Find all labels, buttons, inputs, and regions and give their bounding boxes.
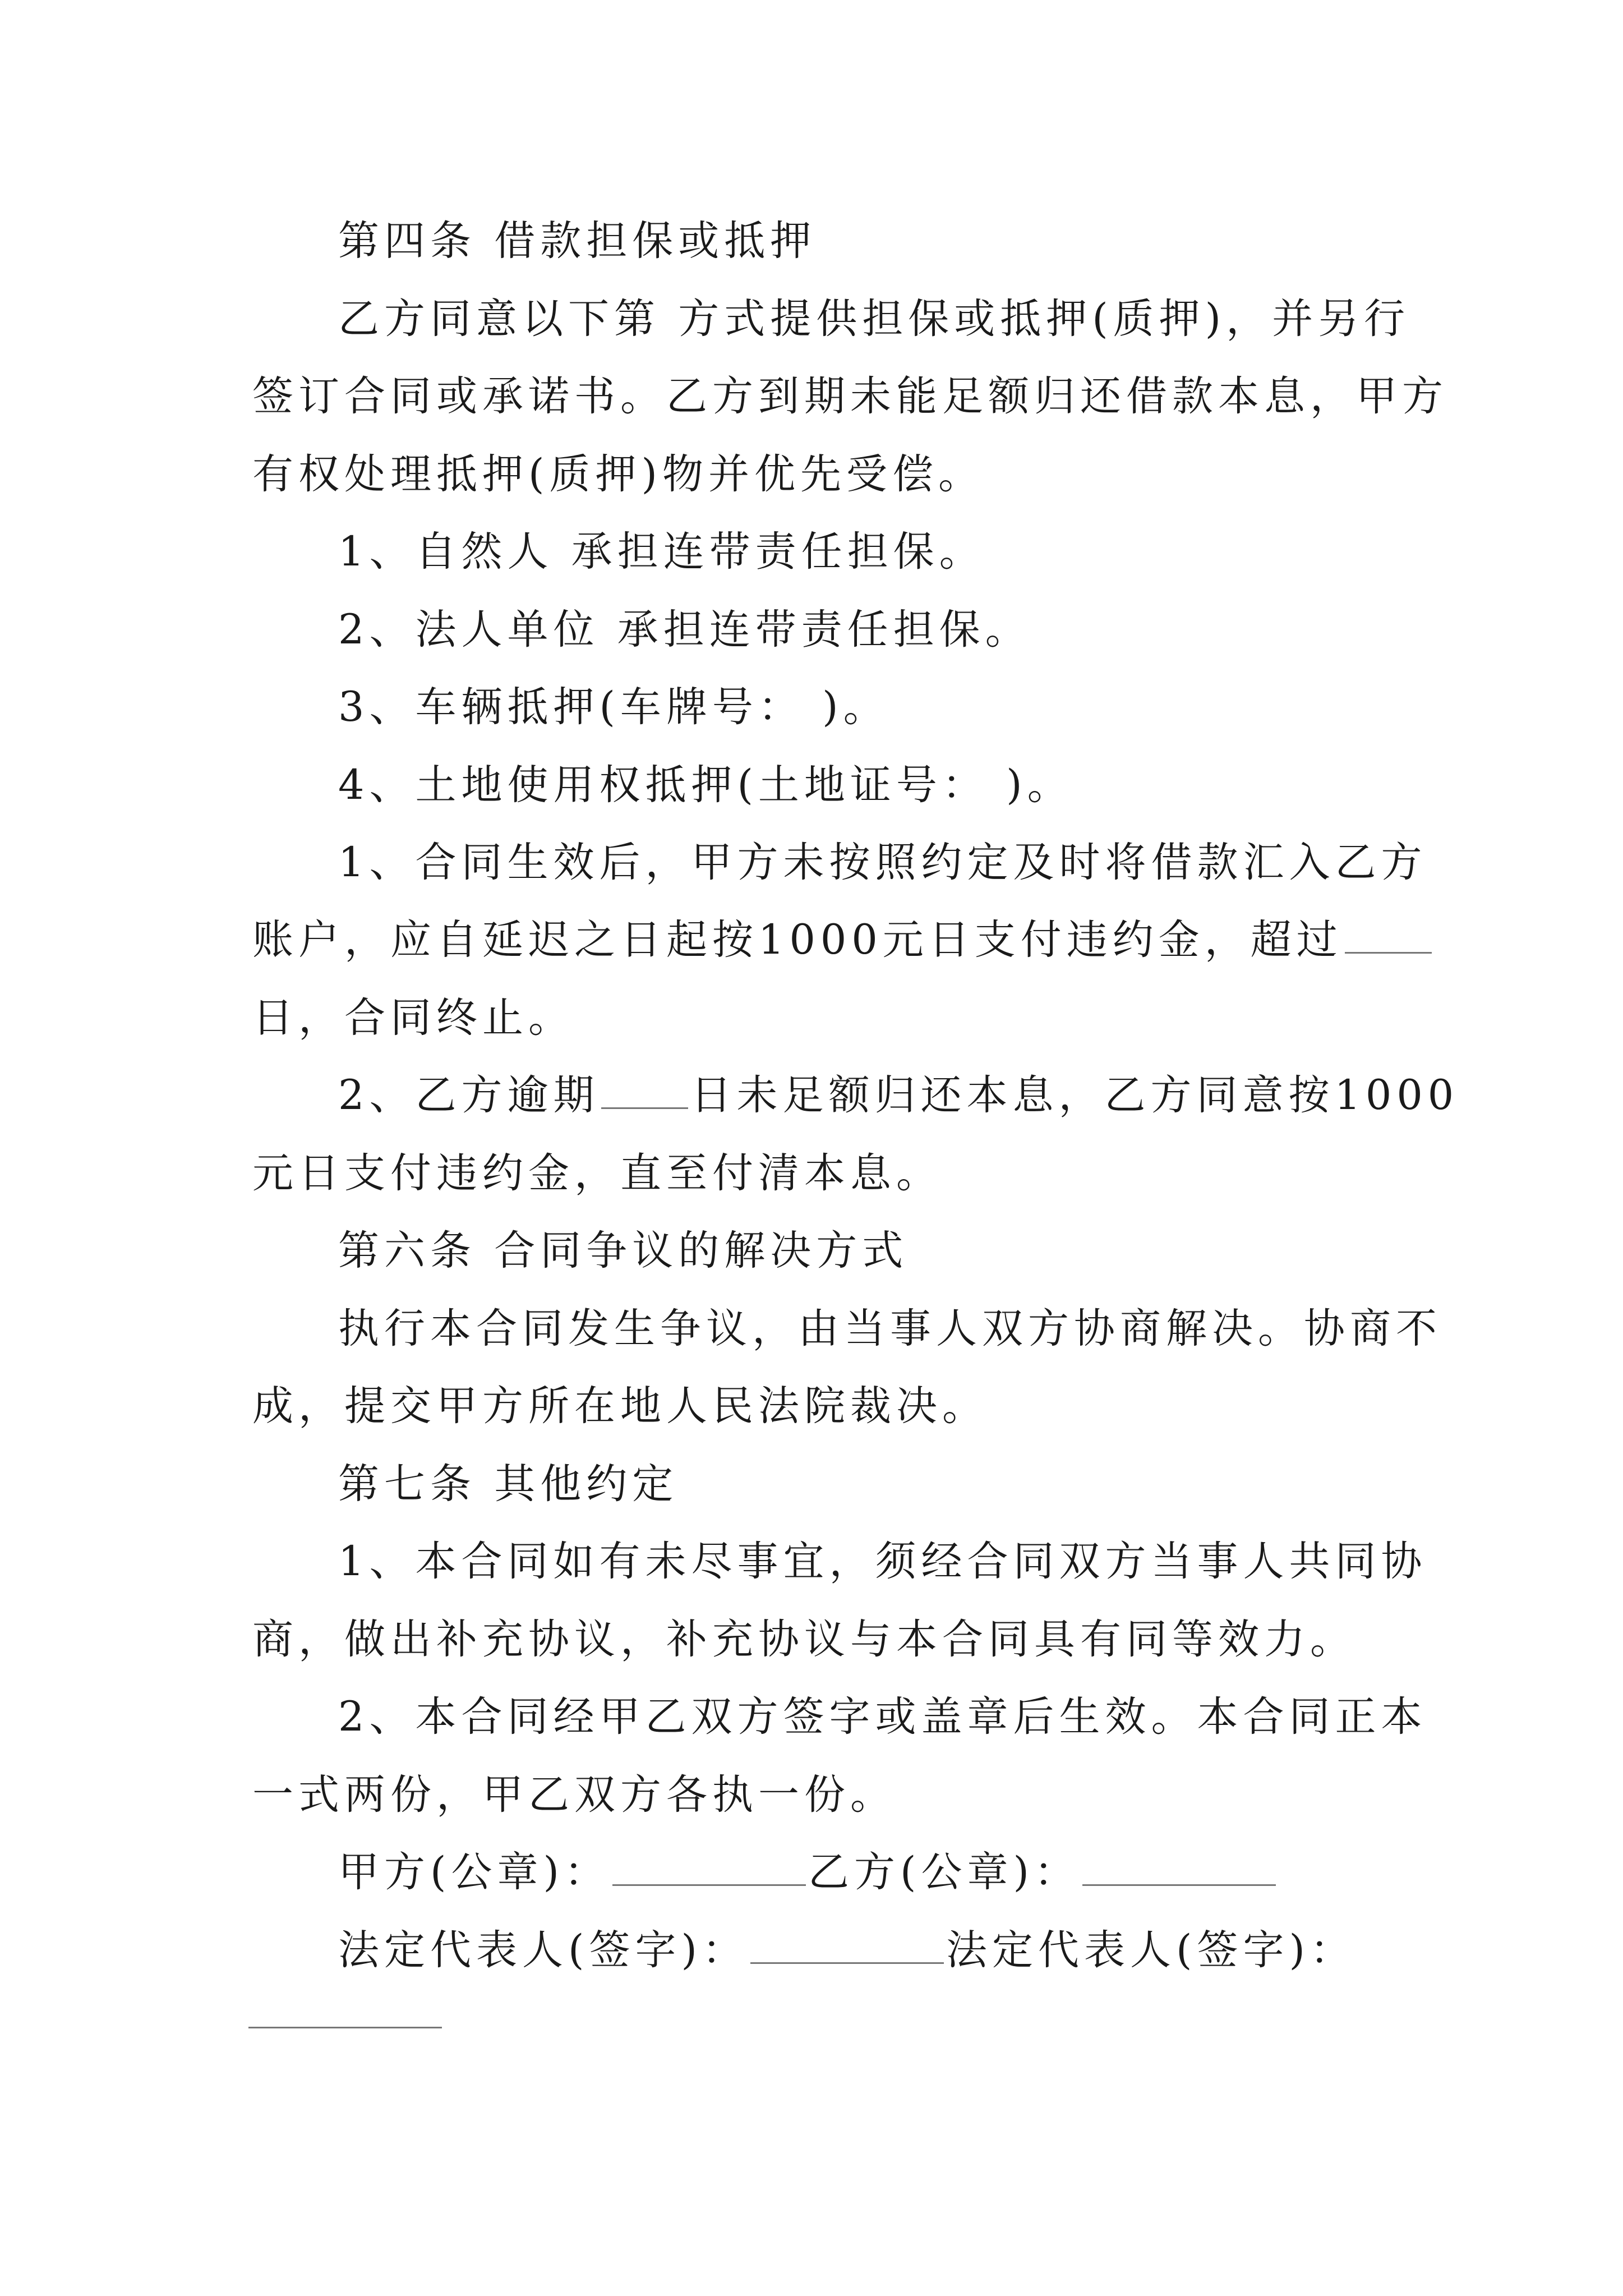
rep-a-blank[interactable] <box>750 1923 944 1964</box>
article7-item2-line2: 一式两份，甲乙双方各执一份。 <box>252 1771 896 1819</box>
article6-line2: 成，提交甲方所在地人民法院裁决。 <box>252 1382 988 1430</box>
article6-title: 第六条 合同争议的解决方式 <box>338 1227 909 1274</box>
article4-p1-line3: 有权处理抵押(质押)物并优先受偿。 <box>252 450 984 498</box>
breach2-line2: 元日支付违约金，直至付清本息。 <box>252 1149 942 1197</box>
party-b-seal-label: 乙方(公章)： <box>808 1848 1080 1896</box>
article7-item1-line2: 商，做出补充协议，补充协议与本合同具有同等效力。 <box>252 1616 1356 1663</box>
breach1-line3: 日，合同终止。 <box>252 994 574 1042</box>
breach2-line1-b: 日未足额归还本息，乙方同意按1000 <box>690 1071 1459 1119</box>
rep-a-label: 法定代表人(签字)： <box>338 1926 748 1974</box>
rep-line <box>338 1922 1399 1978</box>
breach1-line2 <box>252 912 1399 968</box>
item-1: 1、自然人 承担连带责任担保。 <box>338 528 985 576</box>
article4-title: 第四条 借款担保或抵押 <box>338 217 817 265</box>
days-blank[interactable] <box>1345 913 1432 954</box>
breach2-line1 <box>338 1068 1459 1124</box>
article7-item2-line1: 2、本合同经甲乙双方签字或盖章后生效。本合同正本 <box>338 1693 1427 1741</box>
breach1-line1: 1、合同生效后，甲方未按照约定及时将借款汇入乙方 <box>338 839 1427 886</box>
overdue-days-blank[interactable] <box>601 1068 688 1109</box>
article4-p1-line1: 乙方同意以下第 方式提供担保或抵押(质押)，并另行 <box>338 295 1410 343</box>
article7-title: 第七条 其他约定 <box>338 1460 679 1508</box>
item-2: 2、法人单位 承担连带责任担保。 <box>338 606 1031 654</box>
article6-line1: 执行本合同发生争议，由当事人双方协商解决。协商不 <box>338 1305 1442 1352</box>
party-b-seal-blank[interactable] <box>1082 1845 1276 1886</box>
seal-line <box>338 1844 1399 1901</box>
party-a-seal-blank[interactable] <box>612 1845 806 1886</box>
item-3: 3、车辆抵押(车牌号： )。 <box>338 683 889 731</box>
breach1-line2-text: 账户，应自延迟之日起按1000元日支付违约金，超过 <box>252 916 1343 964</box>
party-a-seal-label: 甲方(公章)： <box>338 1848 610 1896</box>
breach2-line1-a: 2、乙方逾期 <box>338 1071 600 1119</box>
article4-p1-line2: 签订合同或承诺书。乙方到期未能足额归还借款本息，甲方 <box>252 372 1448 420</box>
rep-b-blank[interactable] <box>248 2027 442 2028</box>
article7-item1-line1: 1、本合同如有未尽事宜，须经合同双方当事人共同协 <box>338 1538 1427 1585</box>
item-4: 4、土地使用权抵押(土地证号： )。 <box>338 761 1073 809</box>
rep-b-label: 法定代表人(签字)： <box>946 1926 1356 1974</box>
